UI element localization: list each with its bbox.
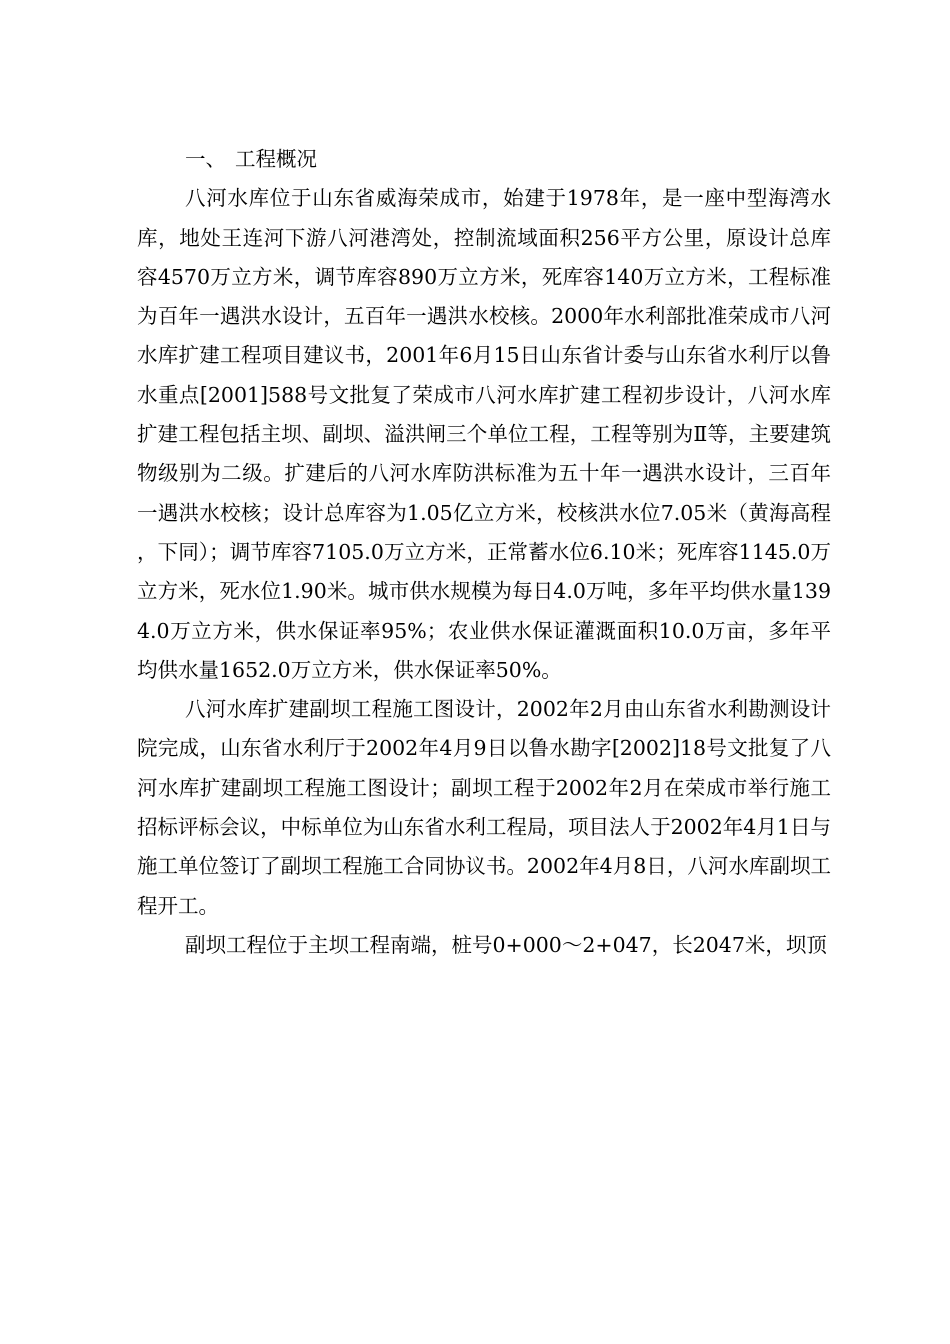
section-number: 一、 bbox=[185, 147, 226, 171]
paragraph-design-construction: 八河水库扩建副坝工程施工图设计，2002年2月由山东省水利勘测设计院完成，山东省水利厅于2002年4月9日以鲁水勘字[2002]18号文批复了八河水库扩建副坝工程施工图设计；副坝工程于2002年2月在荣成市举行施工招标评标会议，中标单位为山东省水利工程局，项目法人于2002年4月1日与施工单位签订了副坝工程施工合同协议书。2002年4月8日，八河水库副坝工程开工。 bbox=[137, 697, 831, 918]
document-body bbox=[137, 140, 831, 965]
section-heading bbox=[137, 140, 831, 179]
paragraph-overview: 八河水库位于山东省威海荣成市，始建于1978年，是一座中型海湾水库，地处王连河下游八河港湾处，控制流域面积256平方公里，原设计总库容4570万立方米，调节库容890万立方米，死库容140万立方米，工程标准为百年一遇洪水设计，五百年一遇洪水校核。2000年水利部批准荣成市八河水库扩建工程项目建议书，2001年6月15日山东省计委与山东省水利厅以鲁水重点[2001]588号文批复了荣成市八河水库扩建工程初步设计，八河水库扩建工程包括主坝、副坝、溢洪闸三个单位工程，工程等别为Ⅱ等，主要建筑物级别为二级。扩建后的八河水库防洪标准为五十年一遇洪水设计，三百年一遇洪水校核；设计总库容为1.05亿立方米，校核洪水位7.05米（黄海高程，下同）；调节库容7105.0万立方米，正常蓄水位6.10米；死库容1145.0万立方米，死水位1.90米。城市供水规模为每日4.0万吨，多年平均供水量1394.0万立方米，供水保证率95%；农业供水保证灌溉面积10.0万亩，多年平均供水量1652.0万立方米，供水保证率50%。 bbox=[137, 186, 831, 682]
section-title: 工程概况 bbox=[235, 147, 317, 171]
paragraph-auxiliary-dam: 副坝工程位于主坝工程南端，桩号0+000～2+047，长2047米，坝顶 bbox=[185, 932, 827, 957]
